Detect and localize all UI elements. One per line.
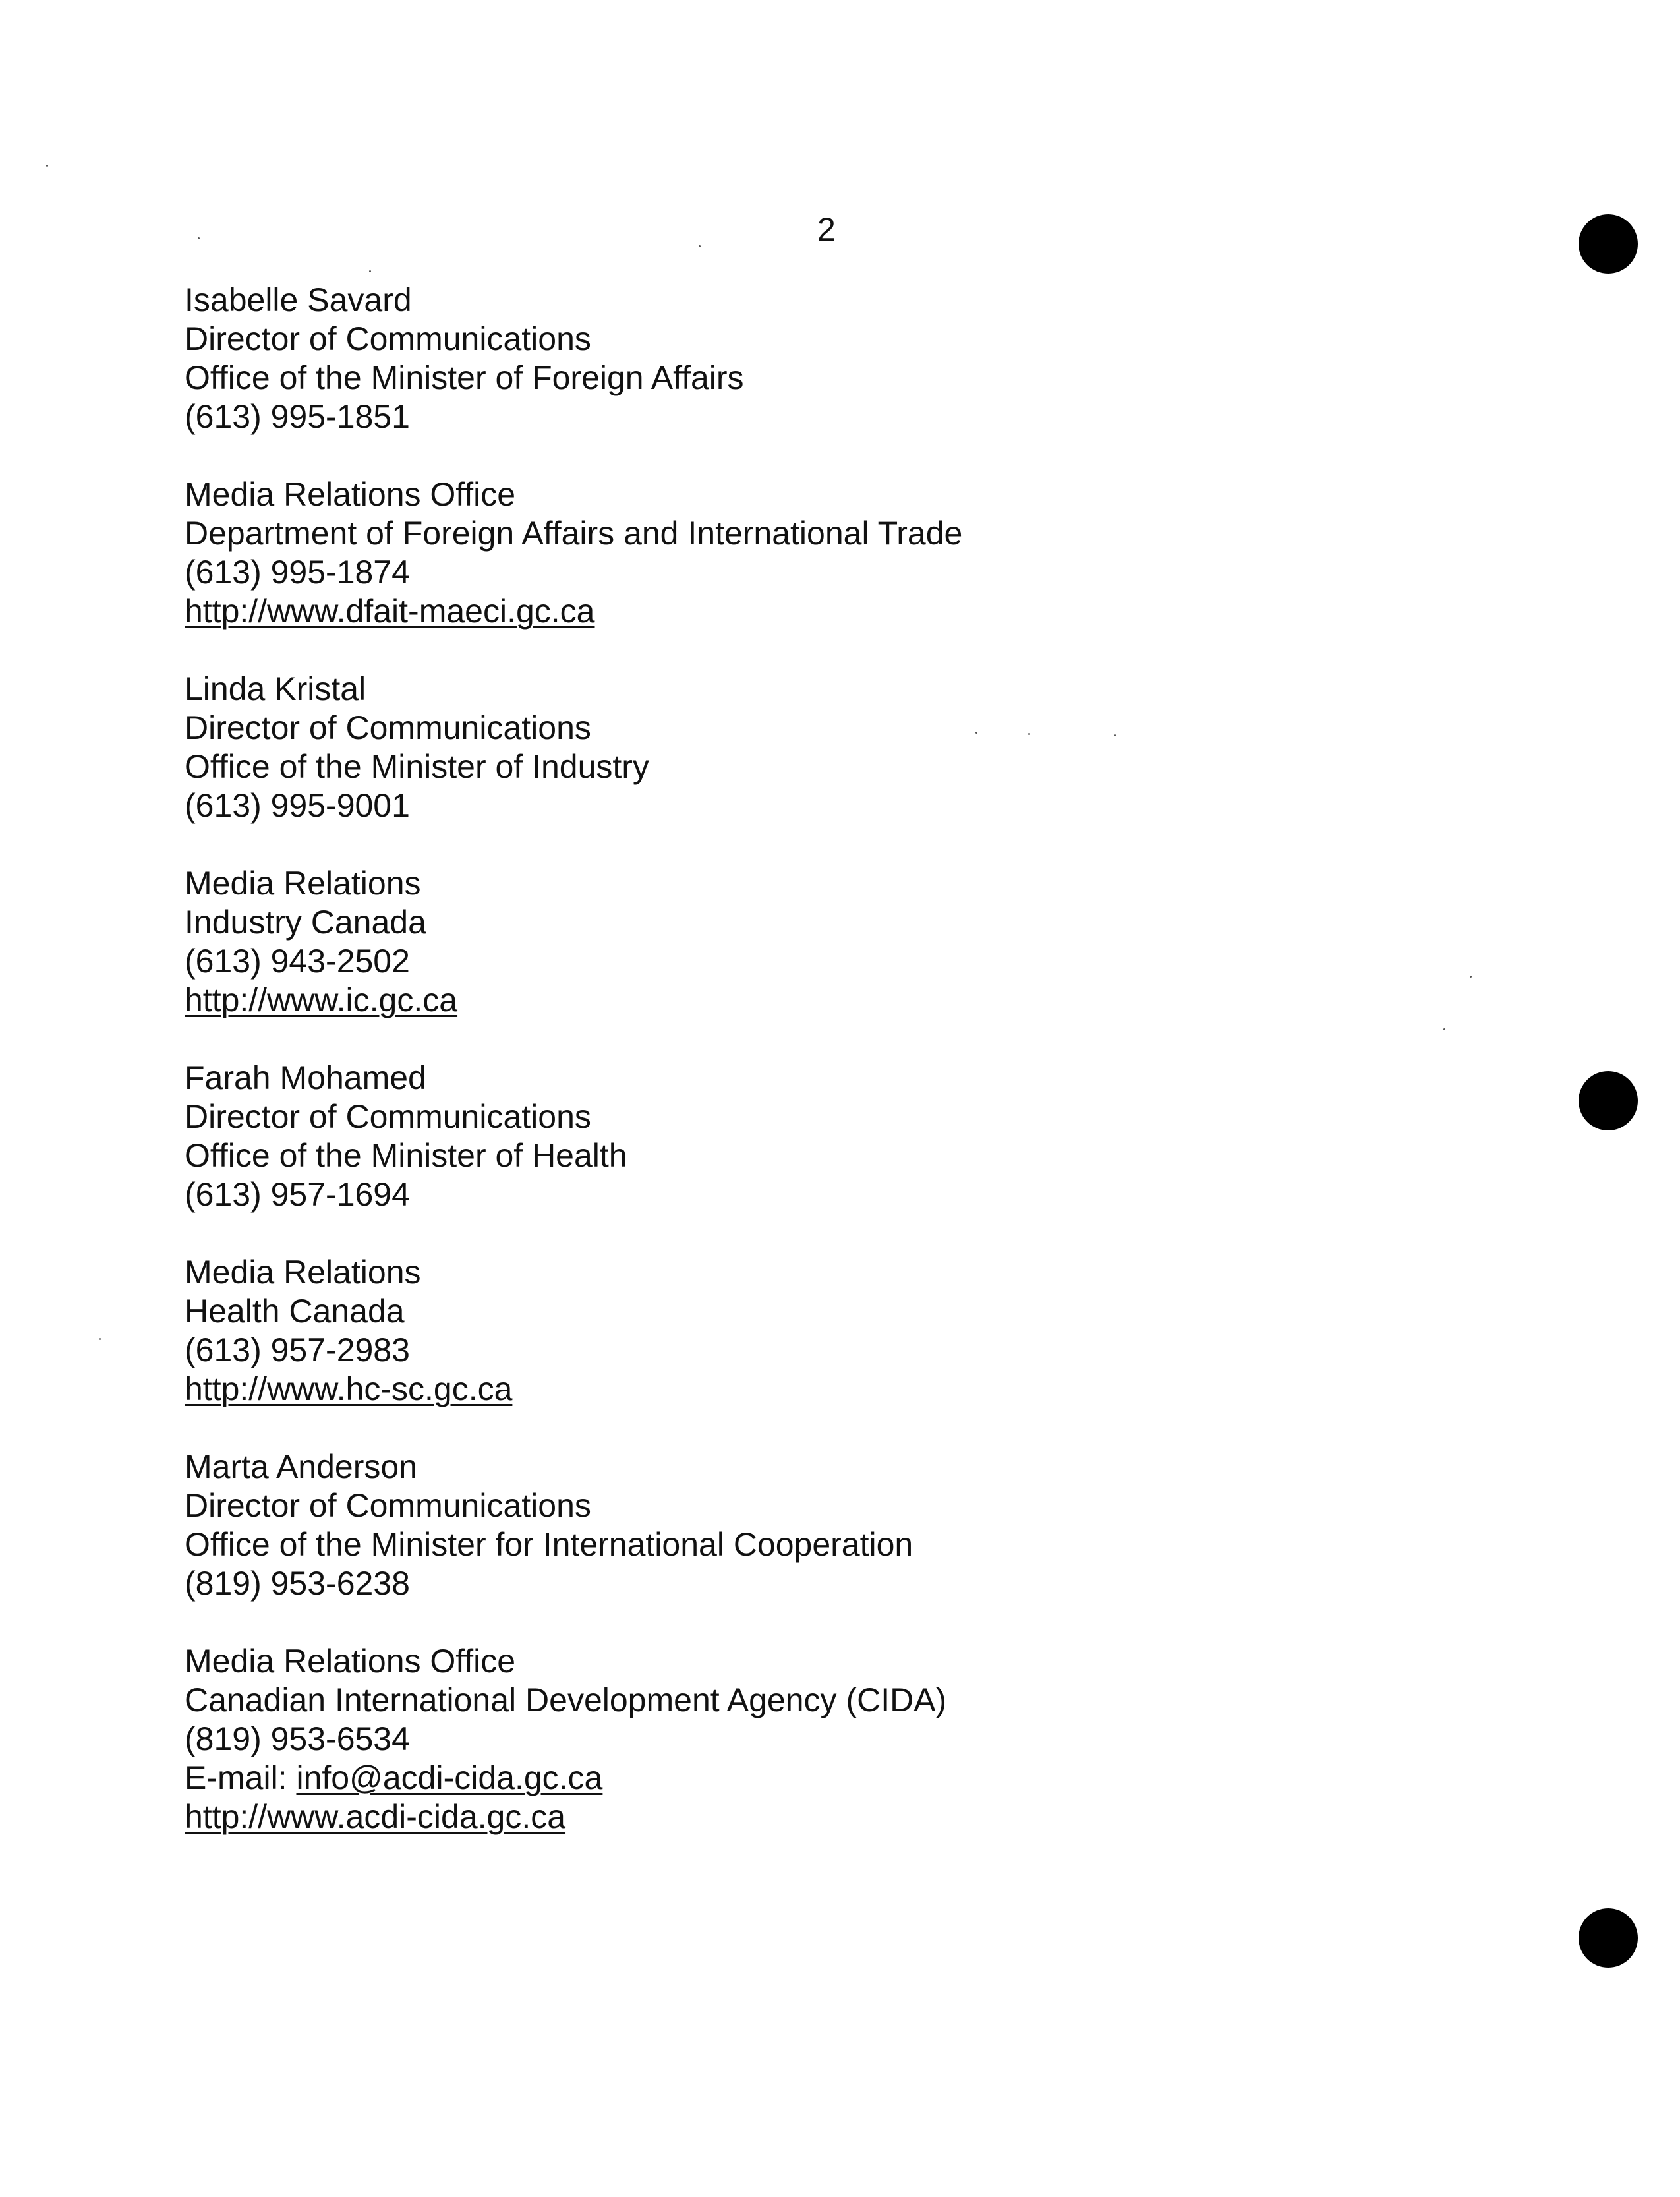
contact-name: Linda Kristal <box>185 670 366 707</box>
scan-speck <box>198 237 200 239</box>
contact-name: Media Relations <box>185 865 421 902</box>
contact-title: Director of Communications <box>185 1098 591 1135</box>
contact-block <box>185 864 1371 1020</box>
contact-office: Office of the Minister for International Cooperation <box>185 1526 913 1563</box>
punch-hole <box>1579 1908 1638 1968</box>
contact-block <box>185 1448 1371 1603</box>
contact-block <box>185 475 1371 631</box>
contact-office: Canadian International Development Agency (CIDA) <box>185 1682 947 1718</box>
contact-phone: (613) 995-1851 <box>185 398 410 435</box>
contact-phone: (819) 953-6534 <box>185 1720 410 1757</box>
contact-office: Industry Canada <box>185 904 426 941</box>
scan-speck <box>46 165 48 167</box>
contact-phone: (613) 957-2983 <box>185 1332 410 1368</box>
contact-title: Director of Communications <box>185 709 591 746</box>
contact-name: Marta Anderson <box>185 1448 417 1485</box>
contact-phone: (613) 995-1874 <box>185 554 410 591</box>
scan-speck <box>369 270 371 272</box>
contact-office: Department of Foreign Affairs and International Trade <box>185 515 963 552</box>
contact-block <box>185 1059 1371 1214</box>
contact-block <box>185 1642 1371 1836</box>
contact-office: Office of the Minister of Industry <box>185 748 649 785</box>
contact-email-line <box>185 1759 1371 1798</box>
website-link[interactable]: http://www.ic.gc.ca <box>185 981 458 1018</box>
scan-speck <box>99 1338 101 1340</box>
contact-office: Office of the Minister of Health <box>185 1137 627 1174</box>
scan-speck <box>1028 733 1030 735</box>
scan-speck <box>1470 976 1472 978</box>
scan-speck <box>1114 734 1116 736</box>
contact-name: Media Relations Office <box>185 1643 516 1680</box>
contact-name: Media Relations Office <box>185 476 516 513</box>
punch-hole <box>1579 214 1638 274</box>
contact-office: Health Canada <box>185 1293 405 1330</box>
contact-name: Media Relations <box>185 1254 421 1291</box>
email-link[interactable]: info@acdi-cida.gc.ca <box>296 1759 603 1796</box>
website-link[interactable]: http://www.dfait-maeci.gc.ca <box>185 593 595 630</box>
contact-office: Office of the Minister of Foreign Affairs <box>185 359 744 396</box>
contact-phone: (613) 957-1694 <box>185 1176 410 1213</box>
scan-speck <box>975 732 977 734</box>
scan-speck <box>699 245 701 247</box>
contact-phone: (819) 953-6238 <box>185 1565 410 1602</box>
contact-phone: (613) 943-2502 <box>185 943 410 980</box>
website-link[interactable]: http://www.hc-sc.gc.ca <box>185 1370 513 1407</box>
contact-phone: (613) 995-9001 <box>185 787 410 824</box>
contact-name: Farah Mohamed <box>185 1059 426 1096</box>
contact-block <box>185 281 1371 436</box>
page-number: 2 <box>817 211 836 248</box>
contact-list <box>185 281 1371 1875</box>
website-link[interactable]: http://www.acdi-cida.gc.ca <box>185 1798 566 1835</box>
contact-block <box>185 1253 1371 1409</box>
contact-title: Director of Communications <box>185 320 591 357</box>
email-label: E-mail: <box>185 1759 287 1796</box>
punch-hole <box>1579 1071 1638 1130</box>
contact-title: Director of Communications <box>185 1487 591 1524</box>
contact-name: Isabelle Savard <box>185 281 412 318</box>
contact-block <box>185 670 1371 825</box>
scan-speck <box>1443 1028 1445 1030</box>
